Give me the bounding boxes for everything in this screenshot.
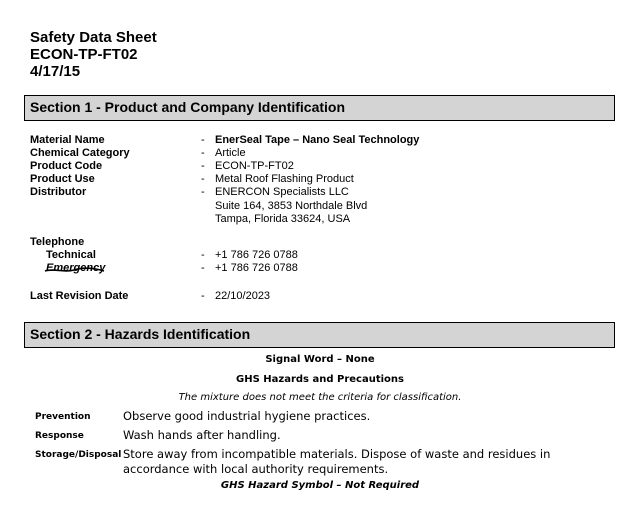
ghs-hazards-heading: GHS Hazards and Precautions <box>236 374 404 385</box>
distributor-line-3: Tampa, Florida 33624, USA <box>215 213 351 225</box>
prevention-text: Observe good industrial hygiene practices. <box>123 409 371 423</box>
separator-dash: - <box>201 262 205 274</box>
classification-note: The mixture does not meet the criteria for classification. <box>178 392 462 403</box>
document-date: 4/17/15 <box>30 63 81 80</box>
separator-dash: - <box>201 134 205 146</box>
document-header <box>30 29 157 80</box>
separator-dash: - <box>201 147 205 159</box>
section-1-heading: Section 1 - Product and Company Identification <box>24 95 615 121</box>
separator-dash: - <box>201 173 205 185</box>
separator-dash: - <box>201 249 205 261</box>
technical-label: Technical <box>46 249 96 261</box>
product-use-value: Metal Roof Flashing Product <box>215 173 354 185</box>
storage-disposal-text: Store away from incompatible materials. Dispose of waste and residues in accordance with local authority requirements. <box>123 447 551 476</box>
signal-word: Signal Word – None <box>265 354 375 365</box>
ghs-hazard-symbol: GHS Hazard Symbol – Not Required <box>220 480 420 491</box>
section-2-heading: Section 2 - Hazards Identification <box>24 322 615 348</box>
product-code-value: ECON-TP-FT02 <box>215 160 294 172</box>
technical-phone: +1 786 726 0788 <box>215 249 298 261</box>
emergency-label: Emergency <box>46 262 106 274</box>
telephone-label: Telephone <box>30 236 85 248</box>
chemical-category-label: Chemical Category <box>30 147 130 159</box>
material-name-value: EnerSeal Tape – Nano Seal Technology <box>215 134 420 146</box>
distributor-line-1: ENERCON Specialists LLC <box>215 186 349 198</box>
material-name-label: Material Name <box>30 134 105 146</box>
separator-dash: - <box>201 186 205 198</box>
response-label: Response <box>35 431 84 441</box>
storage-disposal-label: Storage/Disposal <box>35 450 122 460</box>
handwritten-underline-mark <box>44 266 106 274</box>
prevention-label: Prevention <box>35 412 91 422</box>
distributor-label: Distributor <box>30 186 87 198</box>
chemical-category-value: Article <box>215 147 246 159</box>
last-revision-label: Last Revision Date <box>30 290 129 302</box>
product-code-label: Product Code <box>30 160 103 172</box>
last-revision-value: 22/10/2023 <box>215 290 271 302</box>
separator-dash: - <box>201 160 205 172</box>
separator-dash: - <box>201 290 205 302</box>
document-title: Safety Data Sheet <box>30 29 157 46</box>
document-product-code: ECON-TP-FT02 <box>30 46 138 63</box>
product-use-label: Product Use <box>30 173 95 185</box>
emergency-phone: +1 786 726 0788 <box>215 262 298 274</box>
response-text: Wash hands after handling. <box>123 428 281 442</box>
distributor-line-2: Suite 164, 3853 Northdale Blvd <box>215 200 368 212</box>
